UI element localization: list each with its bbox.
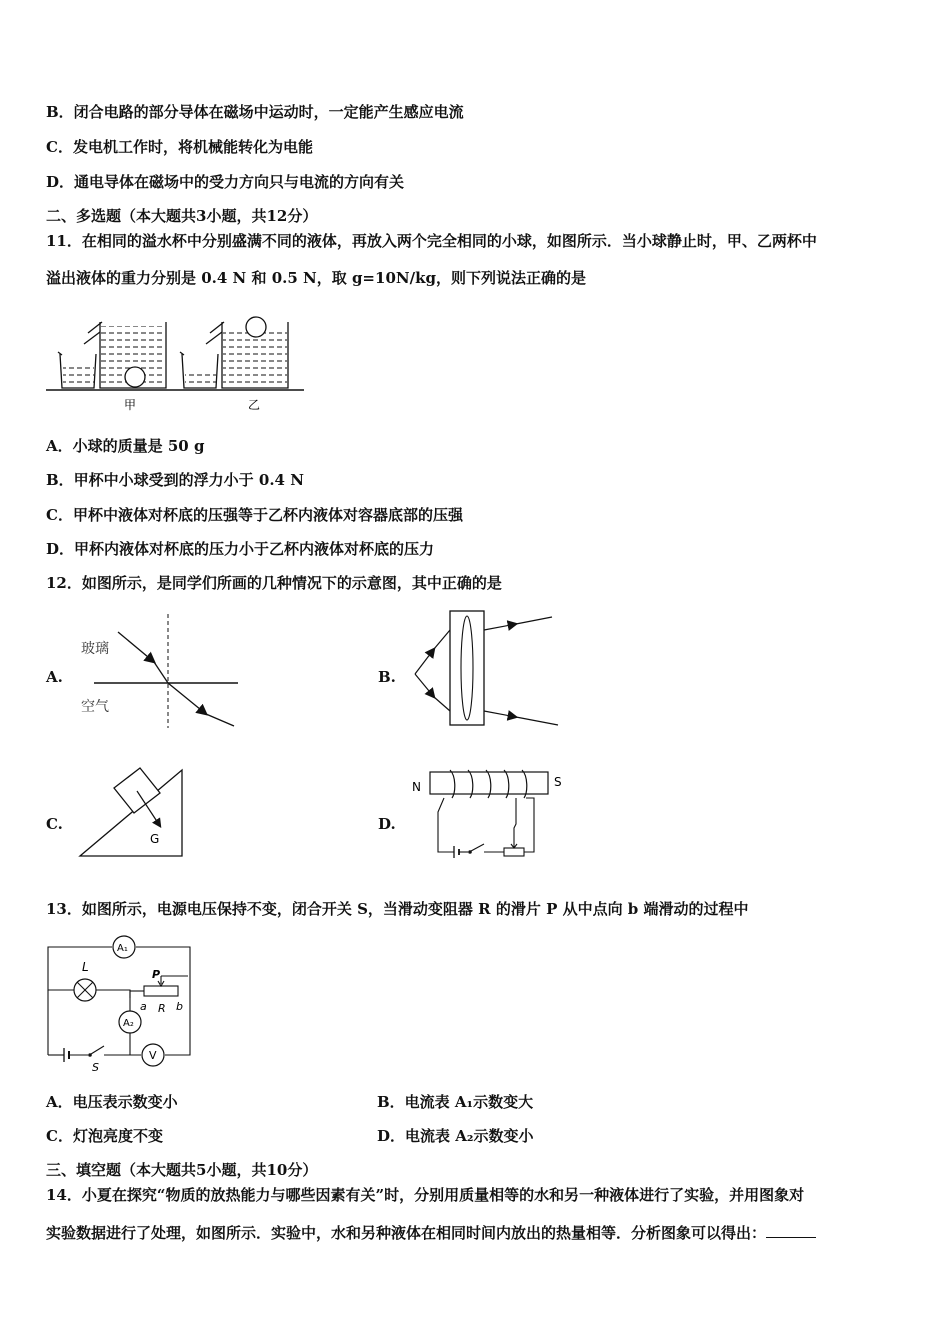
label-g: G [150,832,160,846]
q12-label-b: B. [378,668,396,686]
label-v: V [149,1049,157,1062]
label-l: L [82,960,89,974]
label-r: R [158,1002,166,1015]
q10-option-b: B．闭合电路的部分导体在磁场中运动时，一定能产生感应电流 [46,103,464,121]
q10-option-d: D．通电导体在磁场中的受力方向只与电流的方向有关 [46,173,405,191]
q12-label-a: A. [46,668,63,686]
label-jia: 甲 [124,398,137,412]
q12-label-c: C. [46,815,63,833]
label-air: 空气 [81,699,109,715]
q13-option-b: B．电流表 A₁示数变大 [377,1093,534,1111]
q12-lens-figure [404,605,564,731]
q14-stem-line1: 14．小夏在探究“物质的放热能力与哪些因素有关”时，分别用质量相等的水和另一种液体进行了实验，并用图象对 [46,1186,805,1204]
q11-stem-line2: 溢出液体的重力分别是 0.4 N 和 0.5 N，取 g=10N/kg，则下列说法正确的是 [46,269,586,287]
q14-stem-line2 [46,1222,816,1243]
label-a1: A₁ [117,943,128,954]
label-yi: 乙 [248,398,261,412]
q14-stem-line2-text: 实验数据进行了处理，如图所示．实验中，水和另种液体在相同时间内放出的热量相等．分析图象可以得出： [46,1224,767,1242]
q11-option-d: D．甲杯内液体对杯底的压力小于乙杯内液体对杯底的压力 [46,540,435,558]
q13-option-d: D．电流表 A₂示数变小 [377,1127,534,1145]
q11-overflow-cups-figure [44,302,306,414]
q12-refraction-figure [76,612,246,730]
q13-option-c: C．灯泡亮度不变 [46,1127,163,1145]
label-n: N [412,780,421,794]
q13-circuit-figure [40,930,196,1072]
q11-option-c: C．甲杯中液体对杯底的压强等于乙杯内液体对容器底部的压强 [46,506,463,524]
label-glass: 玻璃 [81,641,109,657]
q13-option-a: A．电压表示数变小 [46,1093,178,1111]
section-2-heading: 二、多选题（本大题共3小题，共12分） [46,207,318,225]
label-b: b [176,1000,183,1013]
label-p: P [152,968,161,981]
label-a: a [140,1000,147,1013]
q13-stem: 13．如图所示，电源电压保持不变，闭合开关 S，当滑动变阻器 R 的滑片 P 从中点向 b 端滑动的过程中 [46,900,749,918]
label-s-switch: S [92,1061,99,1072]
q10-option-c: C．发电机工作时，将机械能转化为电能 [46,138,313,156]
answer-blank[interactable] [766,1223,816,1238]
q12-label-d: D. [378,815,396,833]
label-a2: A₂ [123,1018,134,1029]
section-3-heading: 三、填空题（本大题共5小题，共10分） [46,1161,318,1179]
q11-option-b: B．甲杯中小球受到的浮力小于 0.4 N [46,471,304,489]
q12-solenoid-figure [408,762,568,862]
q12-stem: 12．如图所示，是同学们所画的几种情况下的示意图，其中正确的是 [46,574,502,592]
q11-option-a: A．小球的质量是 50 g [46,437,205,455]
label-s: S [554,775,562,789]
q12-incline-figure [78,764,188,860]
q11-stem-line1: 11．在相同的溢水杯中分别盛满不同的液体，再放入两个完全相同的小球，如图所示．当小球静止时，甲、乙两杯中 [46,232,817,250]
